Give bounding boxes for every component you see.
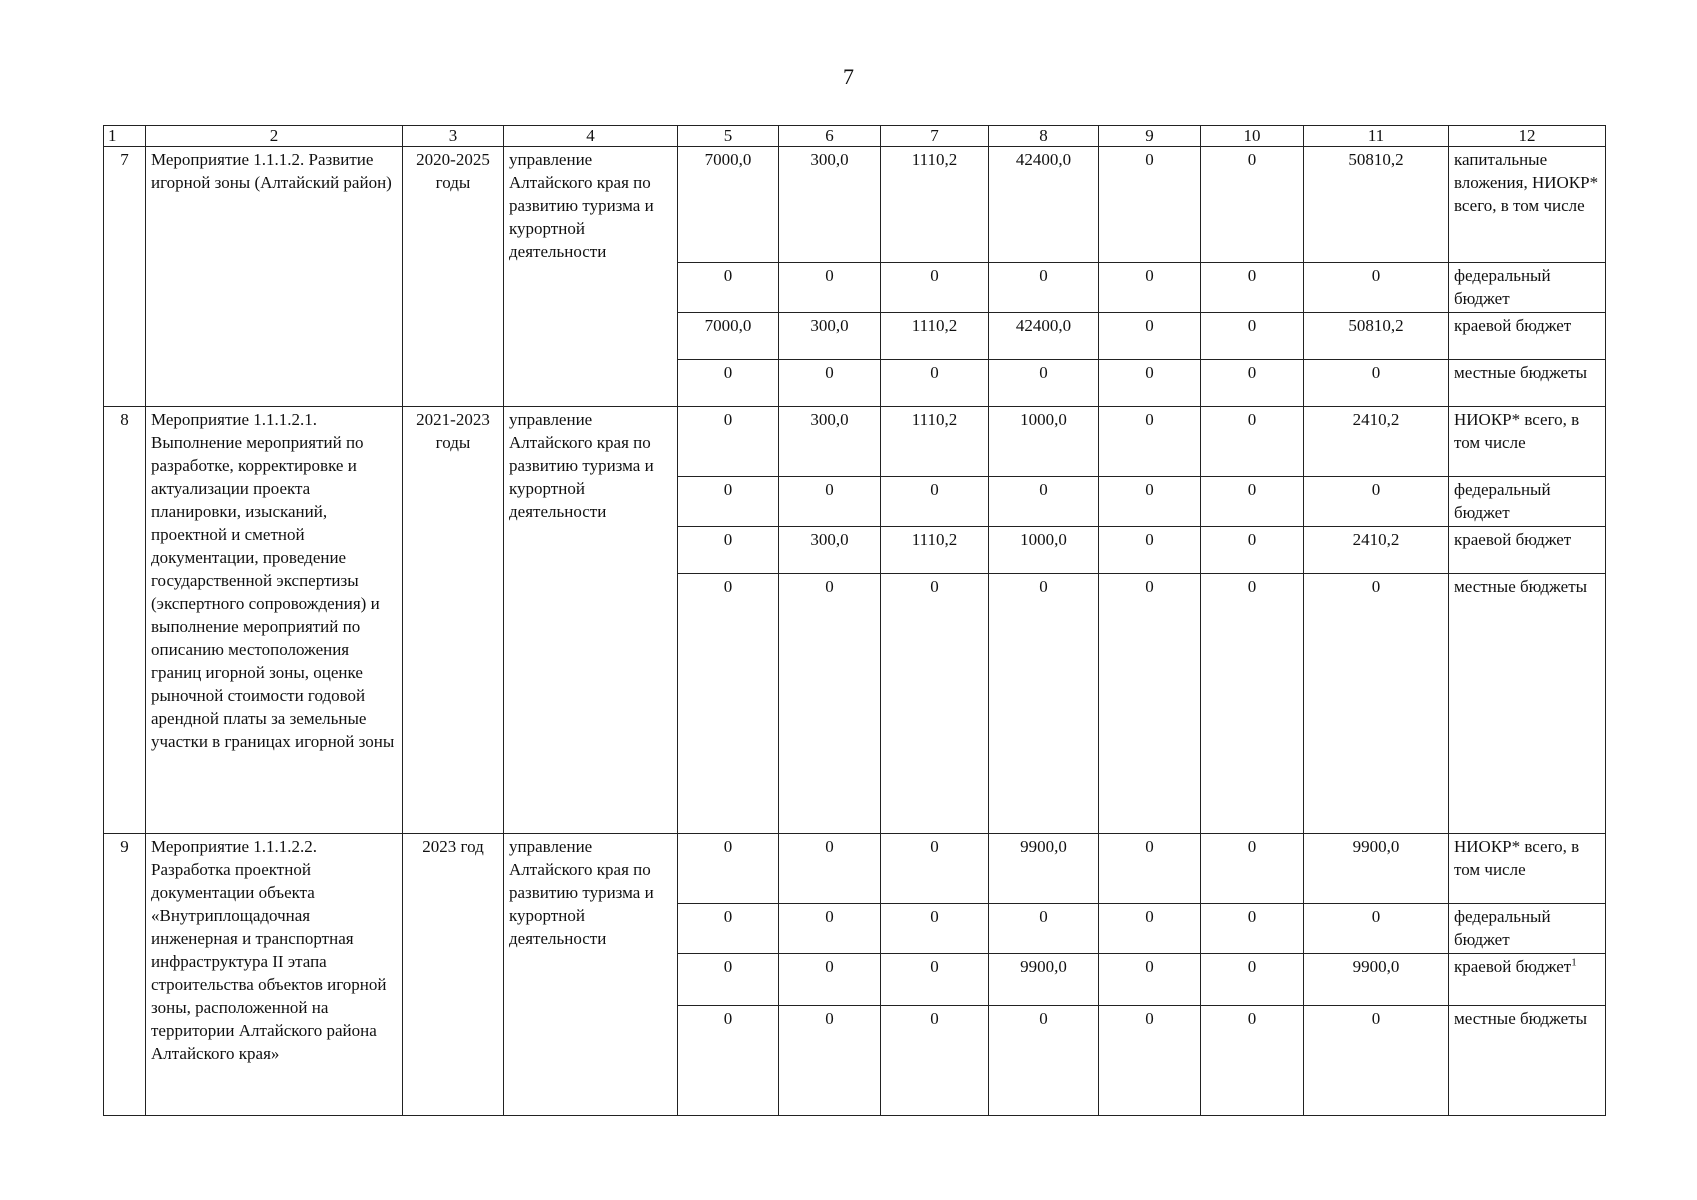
funding-source-label: местные бюджеты [1454,1009,1588,1028]
value-cell: 300,0 [779,147,881,263]
funding-source-label: краевой бюджет [1454,957,1572,976]
value-cell: 9900,0 [989,954,1099,1006]
value-cell: 0 [1201,147,1304,263]
value-cell: 0 [881,1006,989,1116]
value-cell: 0 [881,834,989,904]
funding-source-cell [1449,574,1606,834]
value-cell: 0 [1201,834,1304,904]
value-cell: 0 [1304,263,1449,313]
value-cell: 50810,2 [1304,313,1449,360]
value-cell: 42400,0 [989,147,1099,263]
value-cell: 0 [989,1006,1099,1116]
value-cell: 0 [678,574,779,834]
value-cell: 0 [779,263,881,313]
funding-source-label: капитальные вложения, НИОКР* всего, в том числе [1454,150,1599,215]
value-cell: 0 [1201,313,1304,360]
header-row [104,126,1606,147]
row-number-cell: 7 [104,147,146,407]
value-cell: 0 [1201,904,1304,954]
value-cell: 0 [1201,263,1304,313]
value-cell: 0 [989,360,1099,407]
value-cell: 0 [1201,360,1304,407]
funding-source-label: местные бюджеты [1454,363,1588,382]
period-cell: 2023 год [403,834,504,1116]
value-cell: 0 [1201,477,1304,527]
header-cell: 8 [989,126,1099,147]
executor-cell: управление Алтайского края по развитию туризма и курортной деятельности [504,407,678,834]
header-cell: 4 [504,126,678,147]
table-row [104,407,1606,477]
header-cell: 6 [779,126,881,147]
funding-source-cell [1449,954,1606,1006]
funding-source-cell [1449,263,1606,313]
value-cell: 300,0 [779,313,881,360]
value-cell: 0 [1099,574,1201,834]
table-row [104,834,1606,904]
funding-source-cell [1449,313,1606,360]
value-cell: 7000,0 [678,147,779,263]
value-cell: 1110,2 [881,313,989,360]
value-cell: 0 [1304,477,1449,527]
funding-source-label: НИОКР* всего, в том числе [1454,410,1580,452]
value-cell: 50810,2 [1304,147,1449,263]
row-number-cell: 9 [104,834,146,1116]
funding-source-cell [1449,1006,1606,1116]
funding-source-label: НИОКР* всего, в том числе [1454,837,1580,879]
value-cell: 7000,0 [678,313,779,360]
value-cell: 0 [1099,360,1201,407]
value-cell: 0 [881,477,989,527]
period-cell: 2021-2023 годы [403,407,504,834]
value-cell: 0 [1099,263,1201,313]
value-cell: 0 [678,477,779,527]
funding-source-label: краевой бюджет [1454,530,1572,549]
funding-source-cell [1449,477,1606,527]
value-cell: 0 [779,1006,881,1116]
table-row [104,147,1606,263]
header-cell: 9 [1099,126,1201,147]
value-cell: 0 [1304,1006,1449,1116]
value-cell: 0 [989,574,1099,834]
value-cell: 300,0 [779,407,881,477]
value-cell: 0 [881,360,989,407]
funding-source-cell [1449,360,1606,407]
value-cell: 0 [779,954,881,1006]
value-cell: 0 [678,407,779,477]
funding-source-label: местные бюджеты [1454,577,1588,596]
value-cell: 0 [989,263,1099,313]
value-cell: 0 [881,954,989,1006]
header-cell: 7 [881,126,989,147]
value-cell: 9900,0 [989,834,1099,904]
value-cell: 0 [678,263,779,313]
value-cell: 0 [881,263,989,313]
value-cell: 0 [1099,527,1201,574]
value-cell: 0 [678,904,779,954]
measure-name-cell: Мероприятие 1.1.1.2.1. Выполнение мероприятий по разработке, корректировке и актуализации проекта планировки, изысканий, проектной и сметной документации, проведение государственной экспертизы (экспертного сопровождения) и выполнение мероприятий по описанию местоположения границ игорной зоны, оценке рыночной стоимости годовой арендной платы за земельные участки в границах игорной зоны [146,407,403,834]
value-cell: 0 [1304,360,1449,407]
value-cell: 0 [1099,834,1201,904]
budget-table [103,125,1606,1116]
value-cell: 2410,2 [1304,527,1449,574]
header-cell: 3 [403,126,504,147]
header-cell: 12 [1449,126,1606,147]
funding-source-label: федеральный бюджет [1454,266,1551,308]
funding-source-cell [1449,834,1606,904]
value-cell: 0 [989,904,1099,954]
value-cell: 300,0 [779,527,881,574]
value-cell: 0 [779,574,881,834]
footnote-marker: 1 [1571,956,1577,969]
page-number: 7 [843,64,854,89]
value-cell: 9900,0 [1304,834,1449,904]
funding-source-label: федеральный бюджет [1454,907,1551,949]
value-cell: 0 [1201,574,1304,834]
value-cell: 0 [678,527,779,574]
value-cell: 0 [779,834,881,904]
value-cell: 0 [678,360,779,407]
header-cell: 10 [1201,126,1304,147]
period-cell: 2020-2025 годы [403,147,504,407]
value-cell: 0 [1304,904,1449,954]
value-cell: 0 [779,477,881,527]
value-cell: 0 [678,954,779,1006]
value-cell: 1110,2 [881,147,989,263]
value-cell: 9900,0 [1304,954,1449,1006]
measure-name-cell: Мероприятие 1.1.1.2. Развитие игорной зоны (Алтайский район) [146,147,403,407]
value-cell: 0 [1201,954,1304,1006]
value-cell: 0 [779,360,881,407]
value-cell: 0 [1099,147,1201,263]
value-cell: 0 [1099,407,1201,477]
header-cell: 2 [146,126,403,147]
value-cell: 1110,2 [881,527,989,574]
value-cell: 0 [1099,904,1201,954]
value-cell: 0 [1099,313,1201,360]
value-cell: 0 [779,904,881,954]
value-cell: 0 [989,477,1099,527]
value-cell: 0 [678,1006,779,1116]
header-cell: 5 [678,126,779,147]
row-number-cell: 8 [104,407,146,834]
measure-name-cell: Мероприятие 1.1.1.2.2. Разработка проектной документации объекта «Внутриплощадочная инженерная и транспортная инфраструктура II этапа строительства объектов игорной зоны, расположенной на территории Алтайского района Алтайского края» [146,834,403,1116]
funding-source-cell [1449,147,1606,263]
header-cell: 11 [1304,126,1449,147]
executor-cell: управление Алтайского края по развитию туризма и курортной деятельности [504,834,678,1116]
executor-cell: управление Алтайского края по развитию туризма и курортной деятельности [504,147,678,407]
funding-source-cell [1449,527,1606,574]
header-cell: 1 [104,126,146,147]
value-cell: 42400,0 [989,313,1099,360]
funding-source-label: федеральный бюджет [1454,480,1551,522]
value-cell: 1000,0 [989,407,1099,477]
value-cell: 0 [1201,407,1304,477]
value-cell: 0 [1201,527,1304,574]
value-cell: 0 [1099,477,1201,527]
value-cell: 0 [881,574,989,834]
value-cell: 2410,2 [1304,407,1449,477]
value-cell: 1000,0 [989,527,1099,574]
funding-source-label: краевой бюджет [1454,316,1572,335]
value-cell: 0 [1099,954,1201,1006]
value-cell: 1110,2 [881,407,989,477]
value-cell: 0 [1304,574,1449,834]
value-cell: 0 [1201,1006,1304,1116]
funding-source-cell [1449,407,1606,477]
value-cell: 0 [1099,1006,1201,1116]
value-cell: 0 [881,904,989,954]
funding-source-cell [1449,904,1606,954]
value-cell: 0 [678,834,779,904]
